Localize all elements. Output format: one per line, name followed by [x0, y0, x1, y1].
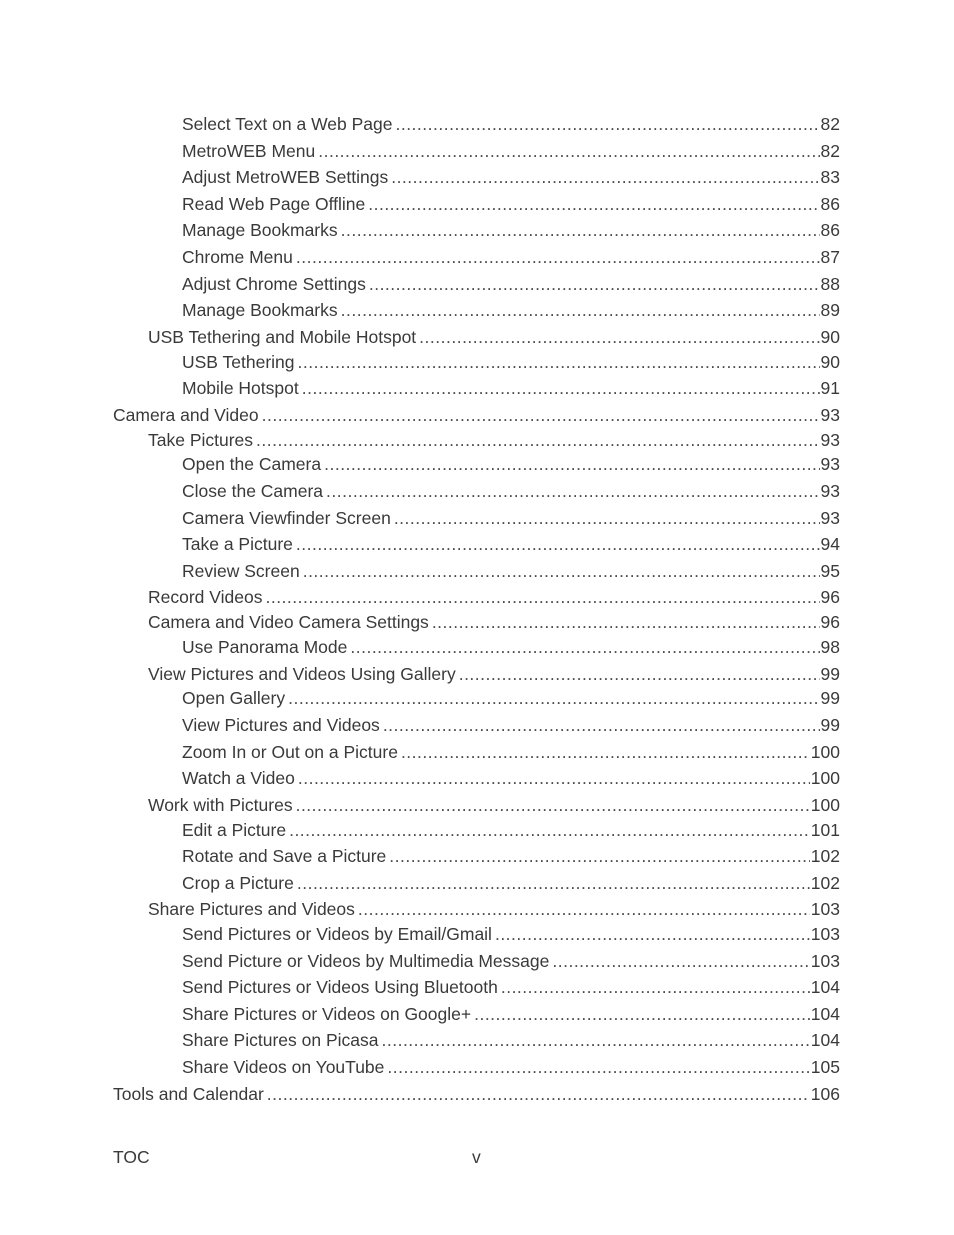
footer-page-number: v — [472, 1147, 481, 1167]
toc-entry-page-number: 104 — [810, 1004, 840, 1024]
toc-entry-title: Camera and Video — [113, 405, 259, 425]
toc-entry-page-number: 100 — [810, 795, 840, 815]
toc-entry-title: View Pictures and Videos — [182, 715, 380, 735]
toc-entry[interactable] — [148, 584, 840, 610]
toc-entry[interactable] — [182, 739, 840, 765]
toc-entry-title: Watch a Video — [182, 768, 295, 788]
toc-dot-leader — [296, 244, 820, 270]
toc-entry-title: Rotate and Save a Picture — [182, 846, 387, 866]
toc-entry[interactable] — [182, 244, 840, 270]
toc-entry[interactable] — [182, 817, 840, 843]
toc-entry-title: Share Pictures on Picasa — [182, 1030, 379, 1050]
toc-entry[interactable] — [182, 375, 840, 401]
toc-entry-title: View Pictures and Videos Using Gallery — [148, 664, 456, 684]
toc-entry-title: Read Web Page Offline — [182, 194, 366, 214]
toc-entry[interactable] — [182, 712, 840, 738]
toc-entry-page-number: 86 — [820, 220, 840, 240]
toc-entry-page-number: 103 — [810, 899, 840, 919]
toc-entry-title: Adjust MetroWEB Settings — [182, 167, 389, 187]
toc-dot-leader — [552, 948, 809, 974]
toc-entry[interactable] — [182, 297, 840, 323]
toc-entry-title: USB Tethering and Mobile Hotspot — [148, 327, 417, 347]
toc-dot-leader — [395, 111, 819, 137]
toc-dot-leader — [368, 191, 819, 217]
toc-entry-title: Crop a Picture — [182, 873, 294, 893]
toc-entry[interactable] — [182, 217, 840, 243]
toc-entry[interactable] — [182, 1054, 840, 1080]
toc-entry-page-number: 93 — [820, 405, 840, 425]
toc-dot-leader — [419, 324, 819, 350]
toc-entry-page-number: 100 — [810, 768, 840, 788]
toc-entry-page-number: 90 — [820, 352, 840, 372]
toc-entry[interactable] — [148, 609, 840, 635]
toc-entry-page-number: 83 — [820, 167, 840, 187]
toc-dot-leader — [298, 765, 810, 791]
toc-entry[interactable] — [148, 896, 840, 922]
toc-entry-page-number: 106 — [810, 1084, 840, 1104]
toc-entry-page-number: 91 — [820, 378, 840, 398]
toc-entry[interactable] — [182, 111, 840, 137]
toc-dot-leader — [350, 634, 819, 660]
toc-entry[interactable] — [182, 843, 840, 869]
toc-dot-leader — [391, 164, 819, 190]
toc-entry[interactable] — [113, 1081, 840, 1107]
toc-entry-page-number: 98 — [820, 637, 840, 657]
toc-dot-leader — [358, 896, 810, 922]
toc-entry[interactable] — [182, 1001, 840, 1027]
toc-entry-title: Share Videos on YouTube — [182, 1057, 385, 1077]
toc-entry-page-number: 103 — [810, 924, 840, 944]
toc-entry-title: Mobile Hotspot — [182, 378, 299, 398]
toc-dot-leader — [262, 402, 820, 428]
toc-entry-title: Zoom In or Out on a Picture — [182, 742, 398, 762]
toc-entry-title: Send Pictures or Videos by Email/Gmail — [182, 924, 492, 944]
toc-dot-leader — [298, 349, 820, 375]
toc-entry-title: Chrome Menu — [182, 247, 293, 267]
toc-entry-page-number: 89 — [820, 300, 840, 320]
toc-entry-title: Tools and Calendar — [113, 1084, 264, 1104]
toc-entry[interactable] — [148, 792, 840, 818]
toc-entry-page-number: 93 — [820, 430, 840, 450]
toc-entry-title: Manage Bookmarks — [182, 220, 338, 240]
toc-entry[interactable] — [182, 164, 840, 190]
toc-dot-leader — [401, 739, 810, 765]
toc-entry-page-number: 86 — [820, 194, 840, 214]
toc-dot-leader — [394, 505, 820, 531]
toc-entry-page-number: 102 — [810, 873, 840, 893]
toc-entry-title: Edit a Picture — [182, 820, 287, 840]
toc-entry-title: Share Pictures or Videos on Google+ — [182, 1004, 472, 1024]
toc-dot-leader — [265, 584, 819, 610]
toc-entry[interactable] — [148, 427, 840, 453]
toc-dot-leader — [288, 685, 819, 711]
toc-entry-page-number: 90 — [820, 327, 840, 347]
toc-entry[interactable] — [182, 138, 840, 164]
toc-dot-leader — [369, 271, 820, 297]
toc-entry-page-number: 95 — [820, 561, 840, 581]
toc-entry-page-number: 102 — [810, 846, 840, 866]
toc-dot-leader — [501, 974, 810, 1000]
toc-entry-title: Open the Camera — [182, 454, 322, 474]
toc-dot-leader — [303, 558, 820, 584]
toc-entry-title: Camera and Video Camera Settings — [148, 612, 429, 632]
toc-entry-title: Use Panorama Mode — [182, 637, 348, 657]
toc-entry-title: Select Text on a Web Page — [182, 114, 393, 134]
toc-entry-page-number: 87 — [820, 247, 840, 267]
toc-entry-title: Record Videos — [148, 587, 263, 607]
toc-dot-leader — [495, 921, 810, 947]
toc-entry-page-number: 101 — [810, 820, 840, 840]
toc-entry-page-number: 82 — [820, 141, 840, 161]
toc-dot-leader — [474, 1001, 810, 1027]
toc-dot-leader — [432, 609, 820, 635]
toc-entry-page-number: 96 — [820, 587, 840, 607]
toc-entry[interactable] — [148, 324, 840, 350]
toc-entry[interactable] — [182, 451, 840, 477]
toc-entry[interactable] — [182, 191, 840, 217]
toc-entry-page-number: 100 — [810, 742, 840, 762]
toc-entry[interactable] — [182, 1027, 840, 1053]
toc-entry-title: MetroWEB Menu — [182, 141, 316, 161]
toc-dot-leader — [459, 661, 820, 687]
toc-entry-page-number: 88 — [820, 274, 840, 294]
toc-entry-title: Take Pictures — [148, 430, 254, 450]
toc-dot-leader — [341, 217, 820, 243]
toc-entry[interactable] — [182, 531, 840, 557]
toc-dot-leader — [289, 817, 810, 843]
toc-entry-page-number: 94 — [820, 534, 840, 554]
footer-section-label: TOC — [113, 1147, 150, 1167]
toc-entry-page-number: 93 — [820, 508, 840, 528]
toc-entry-page-number: 104 — [810, 1030, 840, 1050]
toc-entry[interactable] — [182, 505, 840, 531]
toc-dot-leader — [383, 712, 820, 738]
toc-entry-title: Share Pictures and Videos — [148, 899, 355, 919]
toc-entry-title: Send Pictures or Videos Using Bluetooth — [182, 977, 498, 997]
toc-entry-title: Review Screen — [182, 561, 300, 581]
toc-dot-leader — [296, 792, 810, 818]
toc-entry-title: Manage Bookmarks — [182, 300, 338, 320]
toc-entry-page-number: 82 — [820, 114, 840, 134]
toc-dot-leader — [324, 451, 819, 477]
toc-entry-page-number: 104 — [810, 977, 840, 997]
toc-dot-leader — [297, 870, 810, 896]
toc-entry-title: Open Gallery — [182, 688, 286, 708]
toc-entry[interactable] — [182, 478, 840, 504]
toc-entry-title: Camera Viewfinder Screen — [182, 508, 391, 528]
toc-entry[interactable] — [182, 948, 840, 974]
toc-dot-leader — [341, 297, 820, 323]
toc-dot-leader — [296, 531, 820, 557]
toc-dot-leader — [256, 427, 819, 453]
toc-dot-leader — [326, 478, 819, 504]
toc-entry-page-number: 103 — [810, 951, 840, 971]
toc-entry[interactable] — [182, 558, 840, 584]
toc-entry[interactable] — [148, 661, 840, 687]
toc-entry-title: Adjust Chrome Settings — [182, 274, 366, 294]
toc-entry-page-number: 93 — [820, 454, 840, 474]
toc-entry-page-number: 99 — [820, 715, 840, 735]
toc-entry-title: Send Picture or Videos by Multimedia Message — [182, 951, 550, 971]
toc-entry[interactable] — [182, 685, 840, 711]
toc-entry[interactable] — [182, 870, 840, 896]
toc-dot-leader — [267, 1081, 810, 1107]
toc-entry-page-number: 99 — [820, 688, 840, 708]
toc-entry[interactable] — [182, 974, 840, 1000]
toc-entry[interactable] — [182, 921, 840, 947]
toc-dot-leader — [389, 843, 810, 869]
toc-entry[interactable] — [182, 349, 840, 375]
toc-entry[interactable] — [113, 402, 840, 428]
toc-entry-page-number: 93 — [820, 481, 840, 501]
toc-dot-leader — [302, 375, 820, 401]
toc-entry-title: Take a Picture — [182, 534, 293, 554]
toc-entry-title: Close the Camera — [182, 481, 324, 501]
toc-dot-leader — [387, 1054, 809, 1080]
toc-entry-page-number: 96 — [820, 612, 840, 632]
toc-entry-title: Work with Pictures — [148, 795, 293, 815]
toc-entry-page-number: 105 — [810, 1057, 840, 1077]
toc-dot-leader — [382, 1027, 810, 1053]
toc-entry-page-number: 99 — [820, 664, 840, 684]
toc-entry[interactable] — [182, 634, 840, 660]
toc-dot-leader — [318, 138, 819, 164]
toc-entry[interactable] — [182, 271, 840, 297]
toc-entry[interactable] — [182, 765, 840, 791]
toc-entry-title: USB Tethering — [182, 352, 295, 372]
